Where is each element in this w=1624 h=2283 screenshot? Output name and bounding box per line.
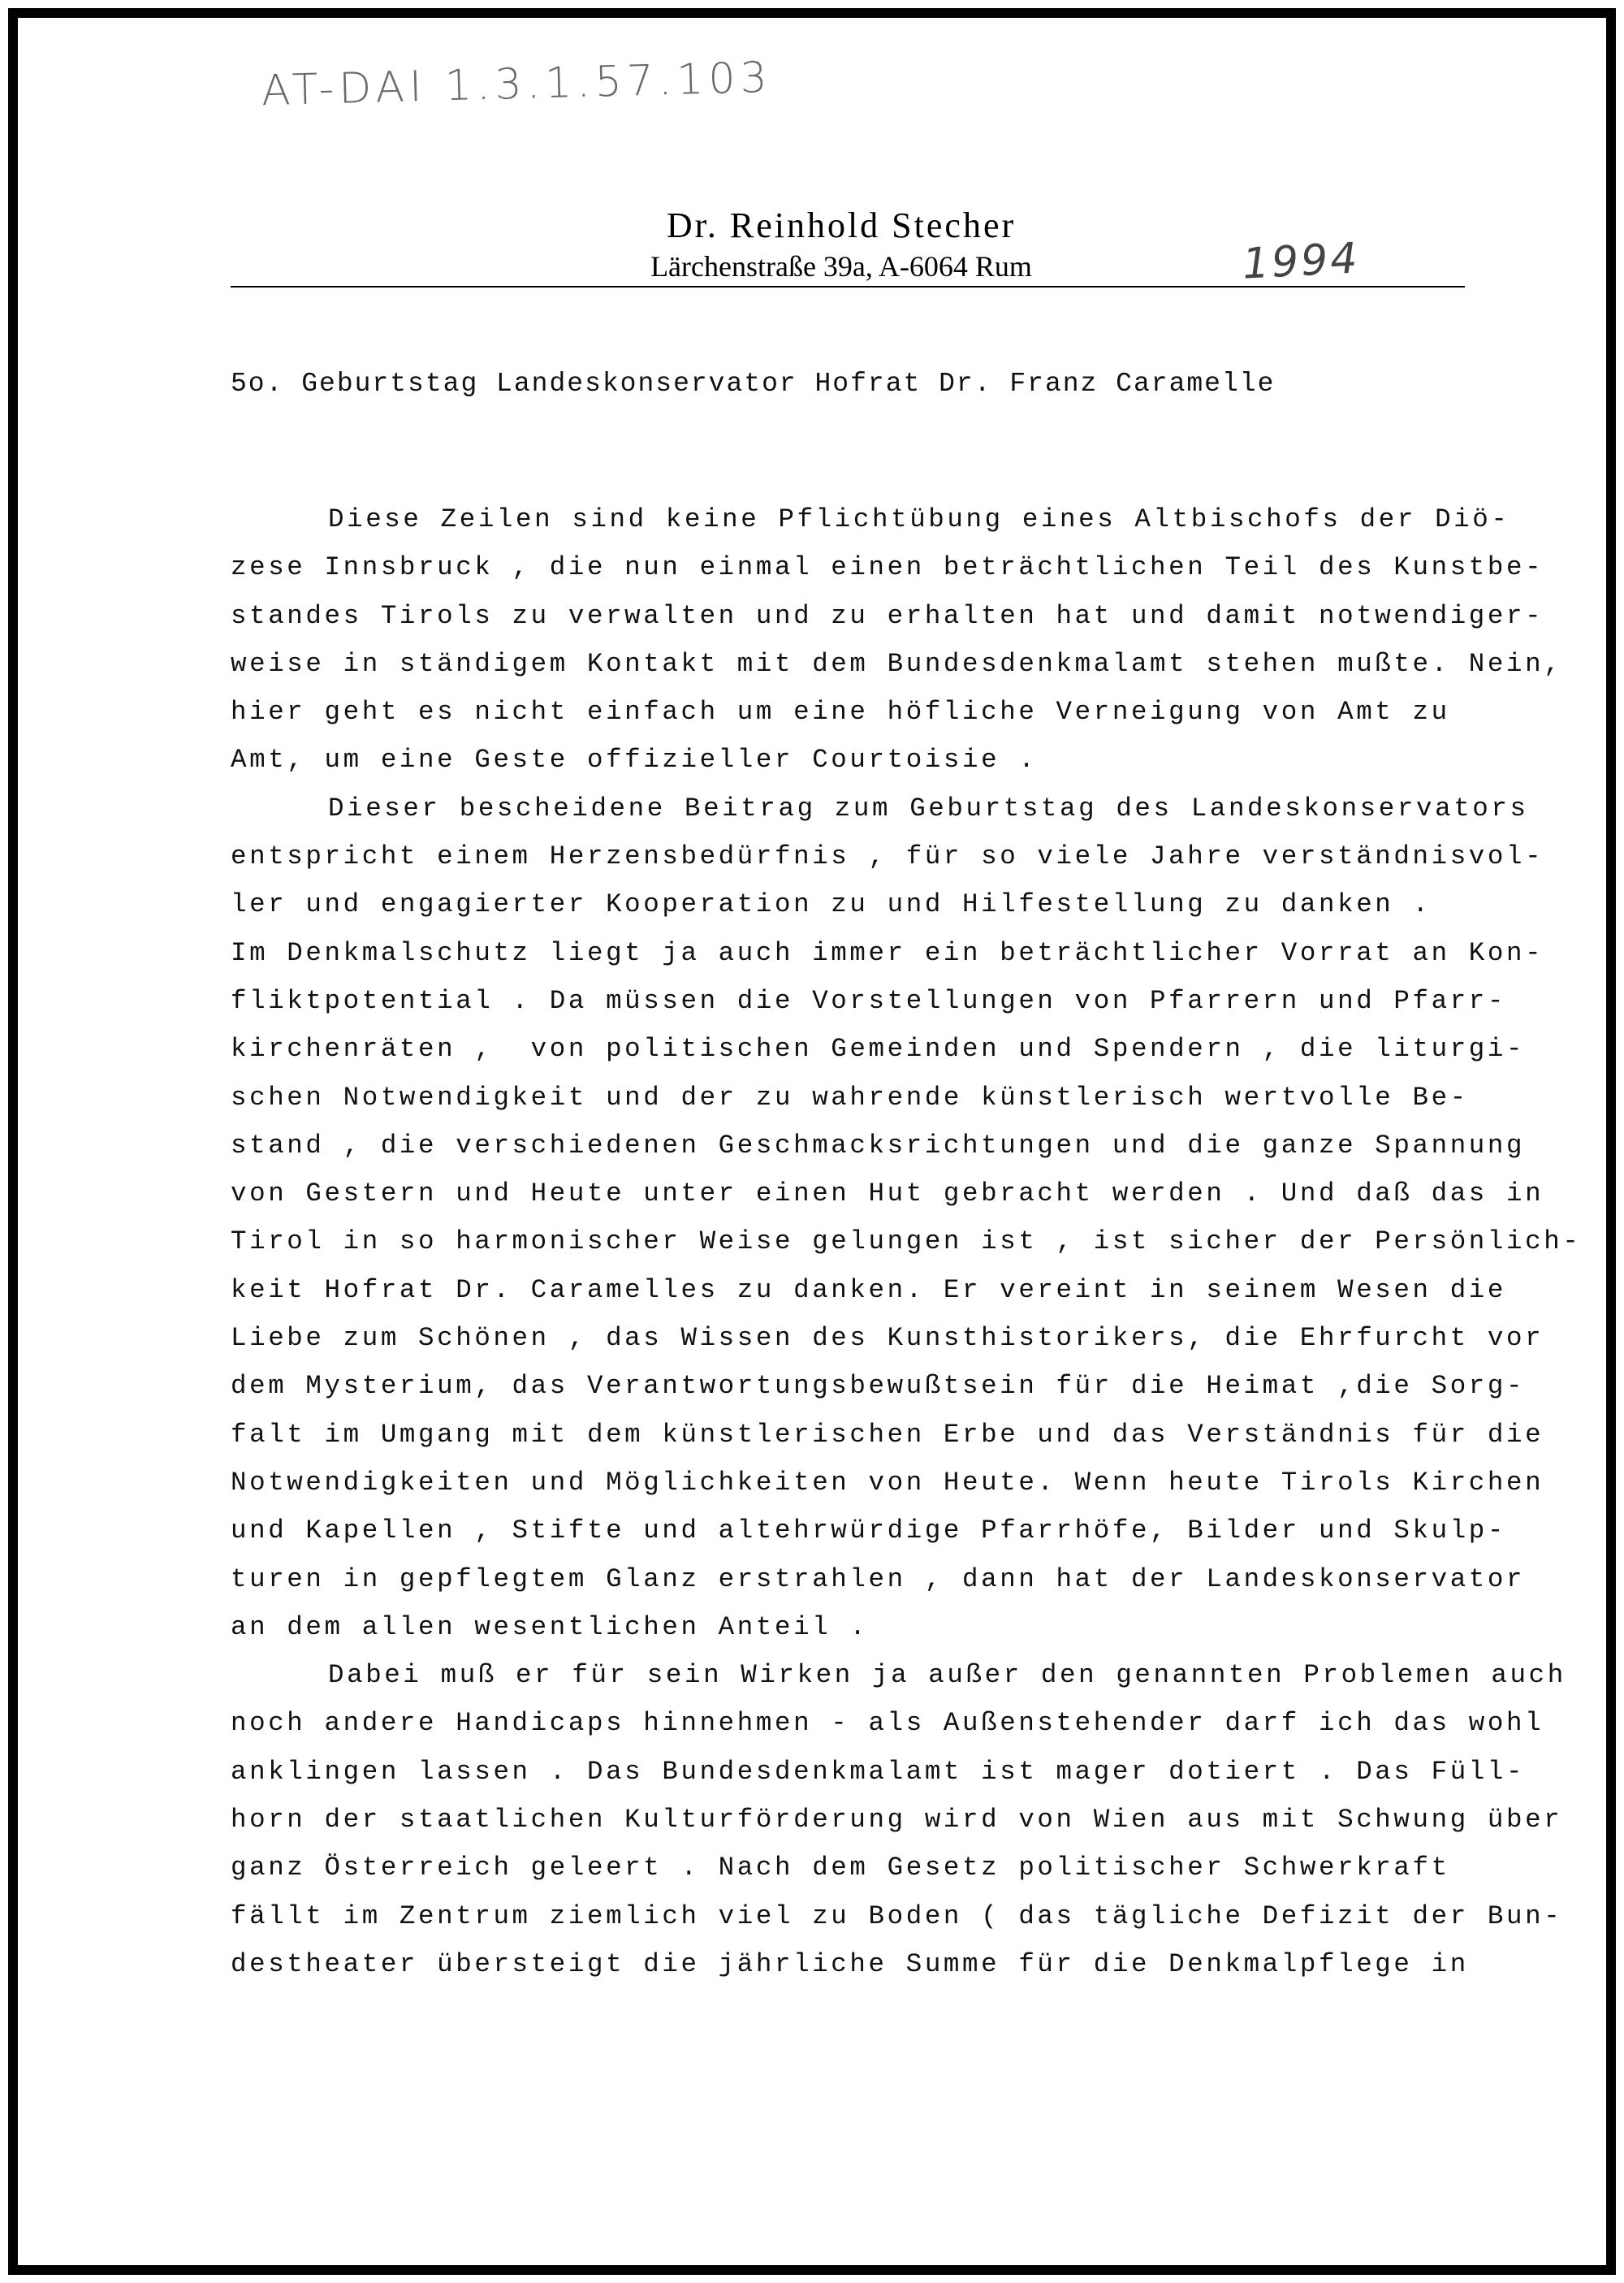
text-line: turen in gepflegtem Glanz erstrahlen , dann hat der Landeskonservator	[231, 1563, 1526, 1594]
letterhead-name: Dr. Reinhold Stecher	[666, 205, 1017, 245]
text-line: weise in ständigem Kontakt mit dem Bundesdenkmalamt stehen mußte. Nein,	[231, 648, 1563, 679]
text-line: Liebe zum Schönen , das Wissen des Kunsthistorikers, die Ehrfurcht vor	[231, 1323, 1544, 1354]
text-line: keit Hofrat Dr. Caramelles zu danken. Er vereint in seinem Wesen die	[231, 1274, 1507, 1305]
text-line: Im Denkmalschutz liegt ja auch immer ein beträchtlicher Vorrat an Kon-	[231, 937, 1544, 968]
letterhead-address: Lärchenstraße 39a, A-6064 Rum	[650, 250, 1032, 283]
letterhead	[18, 203, 1606, 284]
text-line: noch andere Handicaps hinnehmen - als Außenstehender darf ich das wohl	[231, 1708, 1544, 1739]
letterhead-rule	[231, 286, 1465, 288]
text-line: Tirol in so harmonischer Weise gelungen ist , ist sicher der Persönlich-	[231, 1226, 1582, 1257]
text-line: dem Mysterium, das Verantwortungsbewußtsein für die Heimat ,die Sorg-	[231, 1371, 1526, 1402]
text-line: kirchenräten , von politischen Gemeinden und Spendern , die liturgi-	[231, 1034, 1526, 1065]
text-line: ganz Österreich geleert . Nach dem Gesetz politischer Schwerkraft	[231, 1853, 1450, 1883]
text-line: Amt, um eine Geste offizieller Courtoisie .	[231, 745, 1038, 776]
text-line: Dieser bescheidene Beitrag zum Geburtstag des Landeskonservators	[328, 793, 1529, 824]
text-line: standes Tirols zu verwalten und zu erhalten hat und damit notwendiger-	[231, 600, 1544, 631]
text-line: Diese Zeilen sind keine Pflichtübung eines Altbischofs der Diö-	[328, 504, 1510, 534]
text-line: von Gestern und Heute unter einen Hut gebracht werden . Und daß das in	[231, 1178, 1544, 1209]
archive-signature-handwritten: AT-DAI 1.3.1.57.103	[261, 53, 773, 116]
text-line: destheater übersteigt die jährliche Summe für die Denkmalpflege in	[231, 1948, 1469, 1979]
text-line: ler und engagierter Kooperation zu und Hilfestellung zu danken .	[231, 889, 1432, 920]
text-line: Notwendigkeiten und Möglichkeiten von Heute. Wenn heute Tirols Kirchen	[231, 1467, 1544, 1498]
text-line: fällt im Zentrum ziemlich viel zu Boden ( das tägliche Defizit der Bun-	[231, 1900, 1563, 1931]
text-line: falt im Umgang mit dem künstlerischen Erbe und das Verständnis für die	[231, 1419, 1544, 1450]
text-line: an dem allen wesentlichen Anteil .	[231, 1611, 869, 1642]
text-line: hier geht es nicht einfach um eine höfliche Verneigung von Amt zu	[231, 697, 1450, 728]
text-line: zese Innsbruck , die nun einmal einen beträchtlichen Teil des Kunstbe-	[231, 552, 1544, 583]
text-line: stand , die verschiedenen Geschmacksrichtungen und die ganze Spannung	[231, 1130, 1526, 1161]
text-line: anklingen lassen . Das Bundesdenkmalamt ist mager dotiert . Das Füll-	[231, 1756, 1526, 1787]
text-line: und Kapellen , Stifte und altehrwürdige Pfarrhöfe, Bilder und Skulp-	[231, 1516, 1507, 1546]
letter-body	[231, 495, 1616, 1988]
letter-subject: 5o. Geburtstag Landeskonservator Hofrat Dr. Franz Caramelle	[231, 369, 1276, 399]
text-line: entspricht einem Herzensbedürfnis , für so viele Jahre verständnisvol-	[231, 841, 1544, 872]
text-line: fliktpotential . Da müssen die Vorstellungen von Pfarrern und Pfarr-	[231, 985, 1507, 1016]
document-page	[8, 8, 1616, 2275]
text-line: horn der staatlichen Kulturförderung wird von Wien aus mit Schwung über	[231, 1805, 1563, 1835]
text-line: Dabei muß er für sein Wirken ja außer den genannten Problemen auch	[328, 1660, 1566, 1691]
handwritten-year-note: 1994	[1241, 234, 1361, 289]
text-line: schen Notwendigkeit und der zu wahrende künstlerisch wertvolle Be-	[231, 1082, 1469, 1113]
